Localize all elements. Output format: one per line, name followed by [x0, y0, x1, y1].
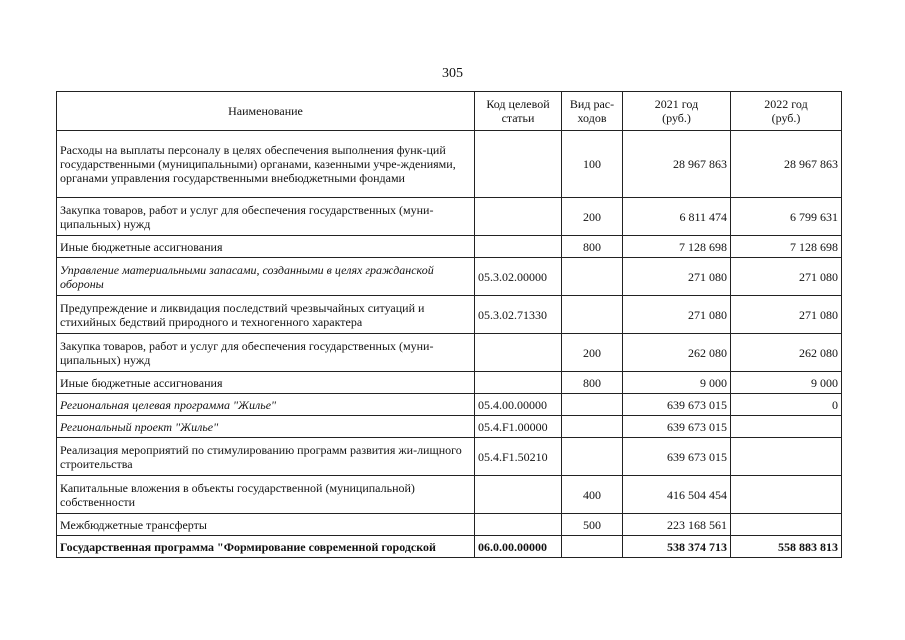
page-number: 305: [442, 66, 463, 81]
row-code: [475, 198, 562, 236]
row-vid: 200: [562, 334, 623, 372]
row-name: Иные бюджетные ассигнования: [57, 236, 475, 258]
header-code: [475, 92, 562, 131]
row-code: 05.3.02.00000: [475, 258, 562, 296]
row-code: 05.4.F1.00000: [475, 416, 562, 438]
row-2022: 6 799 631: [731, 198, 842, 236]
row-name: Предупреждение и ликвидация последствий чрезвычайных ситуаций и стихийных бедствий природного и техногенного характера: [57, 296, 475, 334]
table-header-row: [57, 92, 842, 131]
budget-table: [56, 91, 842, 558]
header-2022-line2: (руб.): [771, 111, 801, 125]
row-2021: 639 673 015: [623, 394, 731, 416]
table-row: [57, 476, 842, 514]
row-2022: 271 080: [731, 258, 842, 296]
row-name: Расходы на выплаты персоналу в целях обеспечения выполнения функ-ций государственными (муниципальными) органами, казенными учре-ждениями, органами управления государственными внебюджетными фондами: [57, 131, 475, 198]
row-2021: 271 080: [623, 258, 731, 296]
row-vid: [562, 394, 623, 416]
row-code: [475, 334, 562, 372]
row-name: Закупка товаров, работ и услуг для обеспечения государственных (муни-ципальных) нужд: [57, 334, 475, 372]
table-row: [57, 236, 842, 258]
row-name: Реализация мероприятий по стимулированию программ развития жи-лищного строительства: [57, 438, 475, 476]
row-code: 05.4.00.00000: [475, 394, 562, 416]
row-code: [475, 131, 562, 198]
row-2021: 6 811 474: [623, 198, 731, 236]
header-vid-line1: Вид рас-: [569, 97, 615, 111]
row-vid: 500: [562, 514, 623, 536]
row-2021: 28 967 863: [623, 131, 731, 198]
table-row: [57, 536, 842, 558]
table-row: [57, 372, 842, 394]
row-vid: [562, 296, 623, 334]
header-2021: [623, 92, 731, 131]
row-vid: 400: [562, 476, 623, 514]
table-row: [57, 296, 842, 334]
row-code: 05.4.F1.50210: [475, 438, 562, 476]
row-name: Иные бюджетные ассигнования: [57, 372, 475, 394]
row-2022: 28 967 863: [731, 131, 842, 198]
header-2022: [731, 92, 842, 131]
row-2021: 416 504 454: [623, 476, 731, 514]
row-2022: 558 883 813: [731, 536, 842, 558]
row-code: [475, 476, 562, 514]
row-vid: [562, 438, 623, 476]
row-code: [475, 514, 562, 536]
row-2021: 271 080: [623, 296, 731, 334]
row-code: 05.3.02.71330: [475, 296, 562, 334]
row-vid: 200: [562, 198, 623, 236]
row-vid: 100: [562, 131, 623, 198]
table-row: [57, 258, 842, 296]
row-name: Капитальные вложения в объекты государственной (муниципальной) собственности: [57, 476, 475, 514]
header-name: Наименование: [57, 92, 475, 131]
row-code: 06.0.00.00000: [475, 536, 562, 558]
header-2022-line1: 2022 год: [764, 97, 808, 111]
row-2022: 7 128 698: [731, 236, 842, 258]
row-2021: 538 374 713: [623, 536, 731, 558]
table-row: [57, 394, 842, 416]
row-2022: [731, 438, 842, 476]
table-row: [57, 131, 842, 198]
row-2021: 639 673 015: [623, 416, 731, 438]
header-vid-line2: ходов: [577, 111, 607, 125]
row-2022: 0: [731, 394, 842, 416]
row-vid: [562, 536, 623, 558]
row-2022: [731, 514, 842, 536]
row-code: [475, 372, 562, 394]
header-2021-line1: 2021 год: [654, 97, 699, 111]
row-2022: 262 080: [731, 334, 842, 372]
table-row: [57, 438, 842, 476]
row-2021: 639 673 015: [623, 438, 731, 476]
table-row: [57, 416, 842, 438]
row-name: Управление материальными запасами, созданными в целях гражданской обороны: [57, 258, 475, 296]
header-code-line2: статьи: [501, 111, 535, 125]
table-row: [57, 334, 842, 372]
row-name: Закупка товаров, работ и услуг для обеспечения государственных (муни-ципальных) нужд: [57, 198, 475, 236]
row-2021: 262 080: [623, 334, 731, 372]
row-name: Государственная программа "Формирование современной городской: [57, 536, 475, 558]
header-vid: [562, 92, 623, 131]
table-row: [57, 514, 842, 536]
row-2021: 7 128 698: [623, 236, 731, 258]
row-2022: [731, 416, 842, 438]
table-row: [57, 198, 842, 236]
row-2021: 9 000: [623, 372, 731, 394]
header-2021-line2: (руб.): [662, 111, 691, 125]
row-2022: [731, 476, 842, 514]
row-code: [475, 236, 562, 258]
row-vid: [562, 416, 623, 438]
row-name: Региональная целевая программа "Жилье": [57, 394, 475, 416]
row-2022: 9 000: [731, 372, 842, 394]
row-name: Межбюджетные трансферты: [57, 514, 475, 536]
row-vid: [562, 258, 623, 296]
row-vid: 800: [562, 372, 623, 394]
row-2021: 223 168 561: [623, 514, 731, 536]
header-code-line1: Код целевой: [486, 97, 550, 111]
row-name: Региональный проект "Жилье": [57, 416, 475, 438]
row-vid: 800: [562, 236, 623, 258]
row-2022: 271 080: [731, 296, 842, 334]
